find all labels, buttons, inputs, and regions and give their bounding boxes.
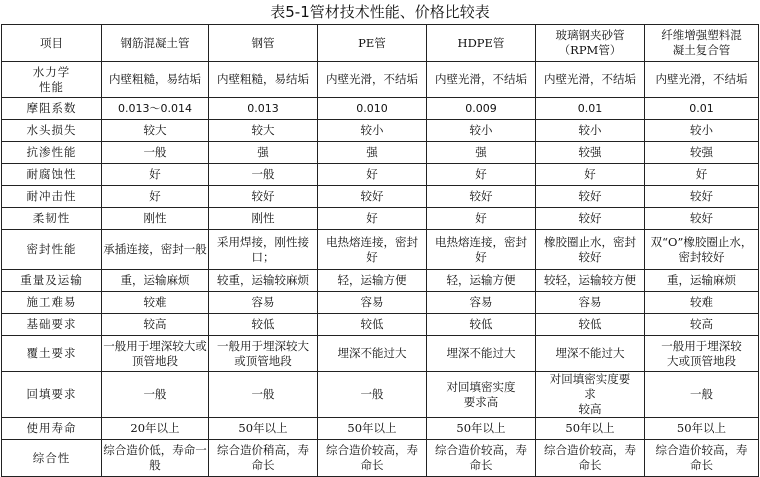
table-cell: 综合造价较高，寿 命长 [427,440,536,477]
table-cell: 刚性 [102,208,209,230]
table-cell: 较大 [102,120,209,142]
table-cell: 0.01 [536,98,645,120]
column-header: 玻璃钢夹砂管 （RPM管） [536,25,645,62]
table-cell: 对回填密实度 要求高 [427,372,536,418]
table-cell: 较强 [536,142,645,164]
row-label: 基础要求 [2,314,102,336]
row-label: 重量及运输 [2,270,102,292]
table-cell: 一般 [645,372,759,418]
table-cell: 轻，运输方便 [427,270,536,292]
table-cell: 较小 [318,120,427,142]
row-label: 柔韧性 [2,208,102,230]
table-cell: 埋深不能过大 [427,336,536,372]
row-label: 综合性 [2,440,102,477]
table-cell: 0.013 [209,98,318,120]
table-cell: 较好 [536,208,645,230]
row-label: 水头损失 [2,120,102,142]
column-header: 钢管 [209,25,318,62]
table-cell: 橡胶圈止水，密封 较好 [536,230,645,270]
table-cell: 容易 [427,292,536,314]
table-cell: 较轻，运输较方便 [536,270,645,292]
table-row [2,292,759,314]
table-row [2,314,759,336]
table-row [2,164,759,186]
row-label: 抗渗性能 [2,142,102,164]
table-cell: 较好 [318,186,427,208]
row-label: 回填要求 [2,372,102,418]
table-cell: 较难 [645,292,759,314]
table-cell: 内壁光滑，不结垢 [427,62,536,98]
table-cell: 50年以上 [427,418,536,440]
row-label: 耐冲击性 [2,186,102,208]
row-label: 密封性能 [2,230,102,270]
table-cell: 电热熔连接，密封 好 [318,230,427,270]
table-cell: 采用焊接，刚性接 口； [209,230,318,270]
table-row [2,336,759,372]
table-cell: 0.013～0.014 [102,98,209,120]
table-cell: 双“O”橡胶圈止水， 密封较好 [645,230,759,270]
table-cell: 较好 [645,186,759,208]
table-cell: 0.010 [318,98,427,120]
table-cell: 较低 [427,314,536,336]
table-cell: 好 [427,208,536,230]
table-cell: 较低 [318,314,427,336]
table-cell: 好 [645,164,759,186]
table-cell: 内壁粗糙，易结垢 [209,62,318,98]
table-cell: 电热熔连接，密封 好 [427,230,536,270]
table-row [2,372,759,418]
table-cell: 强 [209,142,318,164]
table-cell: 较小 [645,120,759,142]
table-cell: 50年以上 [318,418,427,440]
comparison-table [1,24,759,477]
table-cell: 内壁光滑，不结垢 [536,62,645,98]
table-cell: 强 [318,142,427,164]
table-cell: 较高 [645,314,759,336]
column-header: HDPE管 [427,25,536,62]
table-cell: 好 [102,164,209,186]
table-cell: 较好 [427,186,536,208]
table-cell: 好 [536,164,645,186]
table-cell: 较好 [645,208,759,230]
table-cell: 0.01 [645,98,759,120]
table-row [2,208,759,230]
table-cell: 容易 [318,292,427,314]
table-cell: 重，运输麻烦 [645,270,759,292]
table-cell: 综合造价较高，寿 命长 [645,440,759,477]
column-header: 纤维增强塑料混 凝土复合管 [645,25,759,62]
table-cell: 一般用于埋深较大 或顶管地段 [209,336,318,372]
table-cell: 好 [318,164,427,186]
table-cell: 一般 [102,372,209,418]
row-label: 使用寿命 [2,418,102,440]
table-cell: 0.009 [427,98,536,120]
table-cell: 一般用于埋深较大或 顶管地段 [102,336,209,372]
table-cell: 对回填密实度要 求 较高 [536,372,645,418]
row-label: 耐腐蚀性 [2,164,102,186]
table-title: 表5-1管材技术性能、价格比较表 [270,3,490,21]
table-cell: 一般 [209,372,318,418]
table-row [2,440,759,477]
table-cell: 较好 [536,186,645,208]
table-cell: 刚性 [209,208,318,230]
table-row [2,98,759,120]
table-cell: 一般 [318,372,427,418]
table-cell: 较低 [536,314,645,336]
table-row [2,186,759,208]
table-row [2,62,759,98]
row-label: 覆土要求 [2,336,102,372]
column-header: 钢筋混凝土管 [102,25,209,62]
table-cell: 埋深不能过大 [536,336,645,372]
row-label: 水力学 性能 [2,62,102,98]
table-cell: 综合造价较高，寿 命长 [536,440,645,477]
table-cell: 较小 [427,120,536,142]
table-cell: 好 [318,208,427,230]
table-cell: 强 [427,142,536,164]
table-cell: 较高 [102,314,209,336]
table-row [2,230,759,270]
table-cell: 重，运输麻烦 [102,270,209,292]
table-cell: 好 [102,186,209,208]
table-cell: 好 [427,164,536,186]
table-cell: 较强 [645,142,759,164]
table-cell: 承插连接，密封一般 [102,230,209,270]
table-row [2,270,759,292]
table-cell: 一般 [209,164,318,186]
table-cell: 埋深不能过大 [318,336,427,372]
table-cell: 50年以上 [536,418,645,440]
table-cell: 较难 [102,292,209,314]
table-cell: 较大 [209,120,318,142]
table-cell: 一般用于埋深较 大或顶管地段 [645,336,759,372]
table-cell: 综合造价低，寿命一 般 [102,440,209,477]
table-cell: 50年以上 [209,418,318,440]
table-row [2,120,759,142]
table-cell: 一般 [102,142,209,164]
column-header: PE管 [318,25,427,62]
table-cell: 内壁粗糙，易结垢 [102,62,209,98]
table-cell: 容易 [209,292,318,314]
row-label: 摩阻系数 [2,98,102,120]
table-cell: 综合造价较高，寿 命长 [318,440,427,477]
column-header: 项目 [2,25,102,62]
table-cell: 容易 [536,292,645,314]
table-row [2,418,759,440]
table-cell: 较重，运输较麻烦 [209,270,318,292]
table-cell: 内壁光滑，不结垢 [318,62,427,98]
table-cell: 较低 [209,314,318,336]
table-cell: 20年以上 [102,418,209,440]
table-cell: 综合造价稍高，寿 命长 [209,440,318,477]
table-cell: 50年以上 [645,418,759,440]
header-row [2,25,759,62]
table-cell: 内壁光滑，不结垢 [645,62,759,98]
table-cell: 轻，运输方便 [318,270,427,292]
table-cell: 较小 [536,120,645,142]
table-row [2,142,759,164]
table-cell: 较好 [209,186,318,208]
row-label: 施工难易 [2,292,102,314]
